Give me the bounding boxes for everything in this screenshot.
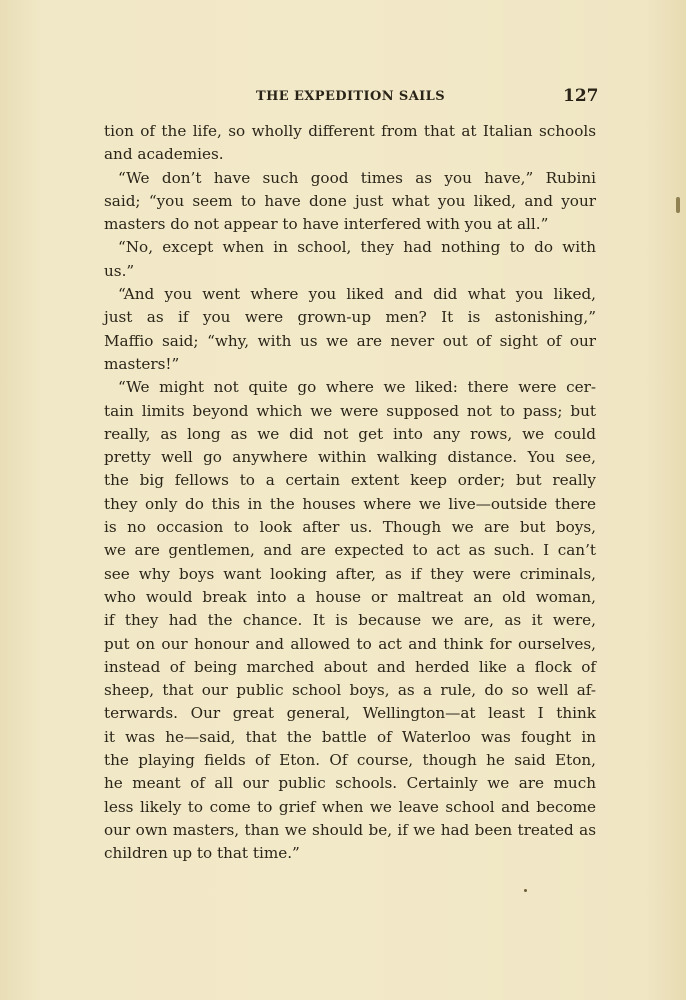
text-line: masters do not appear to have interfered with you at all.” xyxy=(104,215,549,234)
text-line: they only do this in the houses where we live—outside there xyxy=(104,494,596,513)
text-line: he meant of all our public schools. Certainly we are much xyxy=(104,774,596,793)
margin-mark xyxy=(676,197,680,213)
paper-speck xyxy=(524,889,527,892)
text-line: pretty well go anywhere within walking distance. You see, xyxy=(104,448,596,467)
text-line: the big fellows to a certain extent keep order; but really xyxy=(104,471,596,490)
text-line: see why boys want looking after, as if they were criminals, xyxy=(104,564,596,583)
text-line: “We might not quite go where we liked: there were cer- xyxy=(118,378,596,397)
text-line: instead of being marched about and herded like a flock of xyxy=(104,657,596,676)
body-text xyxy=(104,120,596,866)
text-line: us.” xyxy=(104,261,135,280)
text-line: less likely to come to grief when we leave school and become xyxy=(104,797,596,816)
text-line: if they had the chance. It is because we are, as it were, xyxy=(104,611,596,630)
text-line: and academies. xyxy=(104,145,224,164)
text-line: tion of the life, so wholly different from that at Italian schools xyxy=(104,122,596,140)
running-head xyxy=(0,86,686,112)
text-line: our own masters, than we should be, if we had been treated as xyxy=(104,820,596,839)
text-line: it was he—said, that the battle of Waterloo was fought in xyxy=(104,727,596,746)
text-line: is no occasion to look after us. Though we are but boys, xyxy=(104,518,596,537)
text-line: who would break into a house or maltreat an old woman, xyxy=(104,587,596,606)
text-line: put on our honour and allowed to act and think for ourselves, xyxy=(104,634,596,653)
text-line: Maffio said; “why, with us we are never out of sight of our xyxy=(104,331,596,350)
text-line: “No, except when in school, they had nothing to do with xyxy=(118,238,596,257)
text-line: just as if you were grown-up men? It is astonishing,” xyxy=(104,308,596,327)
text-line: we are gentlemen, and are expected to act as such. I can’t xyxy=(104,541,596,560)
text-line: tain limits beyond which we were supposed not to pass; but xyxy=(104,401,596,420)
text-line: “We don’t have such good times as you have,” Rubini xyxy=(118,168,596,187)
chapter-title: THE EXPEDITION SAILS xyxy=(256,89,445,104)
text-line: masters!” xyxy=(104,354,180,373)
text-line: really, as long as we did not get into any rows, we could xyxy=(104,424,596,443)
text-line: terwards. Our great general, Wellington—at least I think xyxy=(104,704,596,723)
page-number: 127 xyxy=(563,86,599,106)
text-line: sheep, that our public school boys, as a rule, do so well af- xyxy=(104,681,596,700)
text-line: the playing fields of Eton. Of course, though he said Eton, xyxy=(104,751,596,770)
text-line: children up to that time.” xyxy=(104,844,300,863)
text-line: said; “you seem to have done just what you liked, and your xyxy=(104,191,596,210)
text-line: “And you went where you liked and did what you liked, xyxy=(118,285,596,304)
